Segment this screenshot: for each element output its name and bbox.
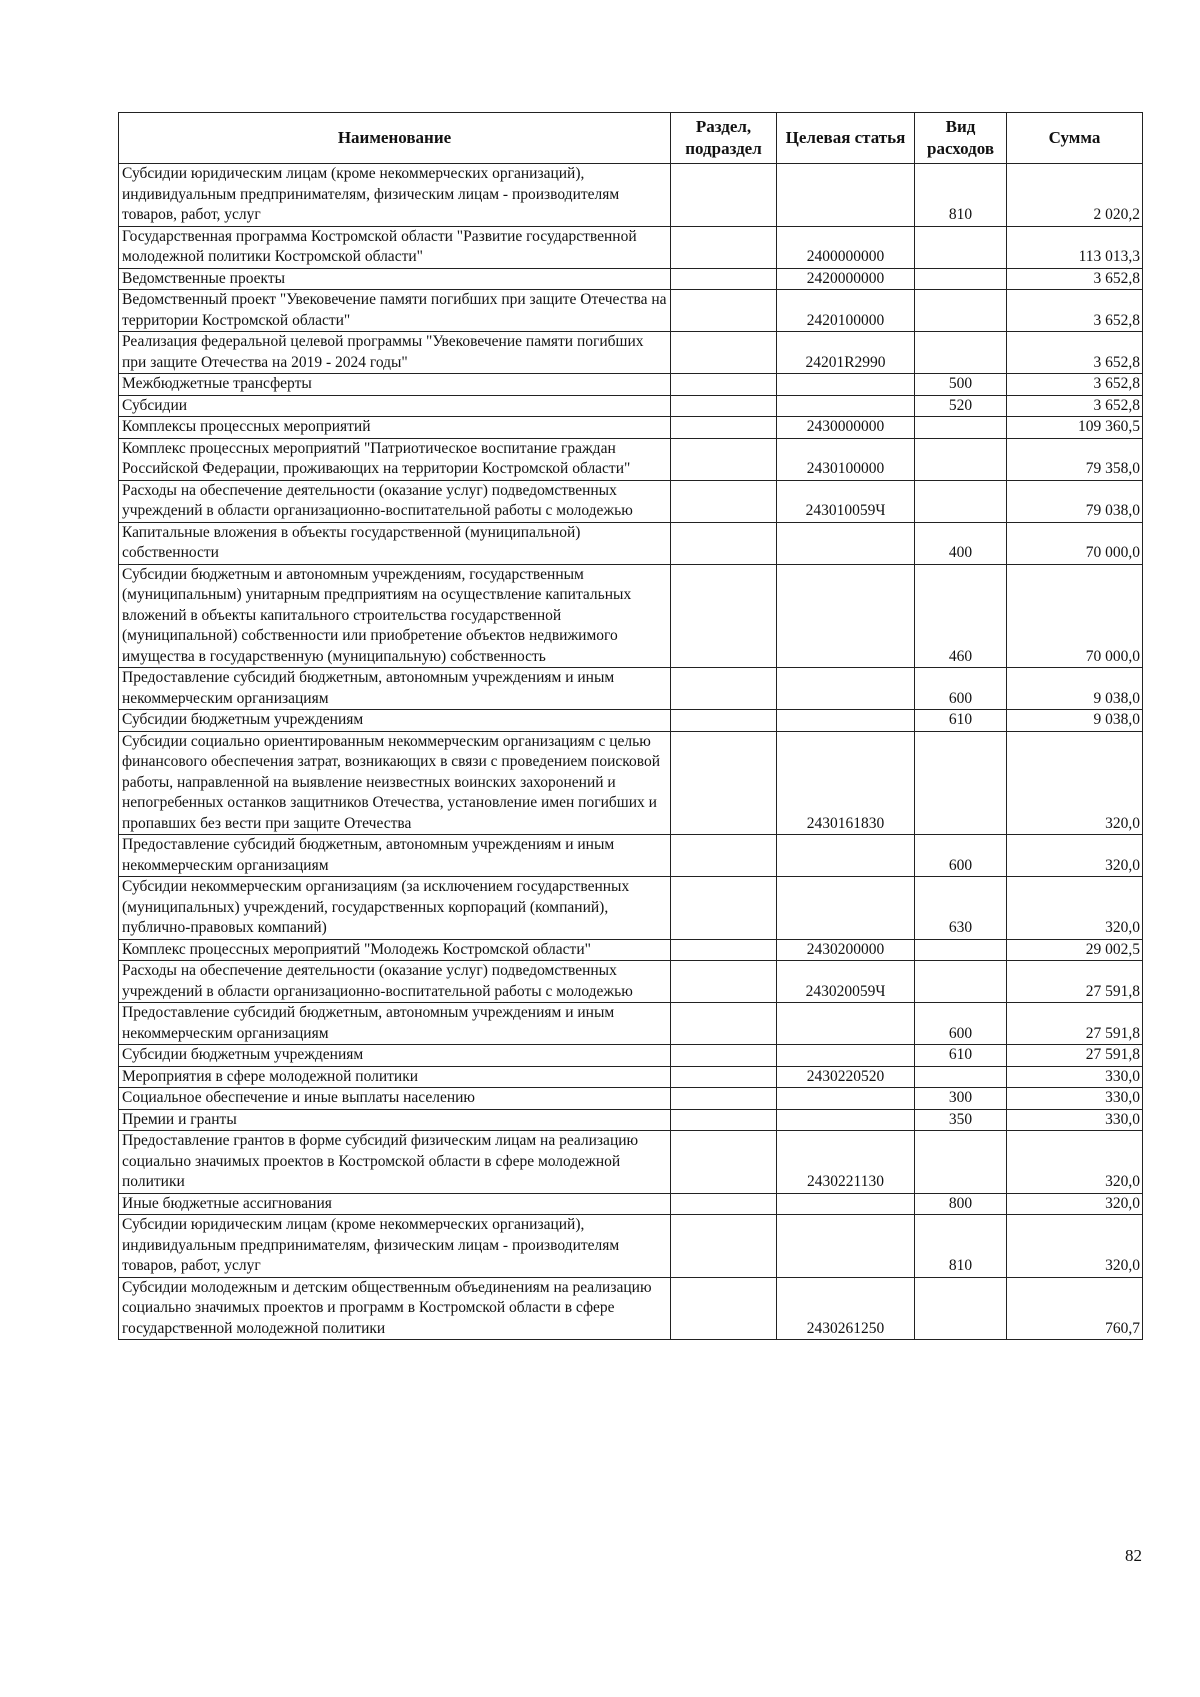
table-row: [119, 226, 1143, 268]
cell-expense-type: 610: [915, 1045, 1007, 1067]
cell-expense-type: [915, 226, 1007, 268]
cell-name: Иные бюджетные ассигнования: [119, 1193, 671, 1215]
cell-name: Реализация федеральной целевой программы "Увековечение памяти погибших при защите Отечества на 2019 - 2024 годы": [119, 332, 671, 374]
cell-section: [671, 1003, 777, 1045]
cell-article: [777, 710, 915, 732]
cell-name: Расходы на обеспечение деятельности (оказание услуг) подведомственных учреждений в области организационно-воспитательной работы с молодежью: [119, 961, 671, 1003]
table-body: [119, 164, 1143, 1340]
cell-section: [671, 374, 777, 396]
cell-article: 243020059Ч: [777, 961, 915, 1003]
cell-article: 2430200000: [777, 939, 915, 961]
header-amount: Сумма: [1007, 113, 1143, 164]
cell-name: Ведомственный проект "Увековечение памяти погибших при защите Отечества на территории Костромской области": [119, 290, 671, 332]
cell-amount: 79 358,0: [1007, 438, 1143, 480]
cell-section: [671, 668, 777, 710]
cell-section: [671, 1131, 777, 1194]
cell-expense-type: 810: [915, 164, 1007, 227]
cell-article: 243010059Ч: [777, 480, 915, 522]
cell-expense-type: 810: [915, 1215, 1007, 1278]
cell-article: 2420000000: [777, 268, 915, 290]
cell-section: [671, 1045, 777, 1067]
cell-expense-type: [915, 290, 1007, 332]
cell-article: [777, 1109, 915, 1131]
table-row: [119, 1003, 1143, 1045]
cell-article: 2430161830: [777, 731, 915, 835]
cell-article: [777, 1003, 915, 1045]
cell-amount: 109 360,5: [1007, 417, 1143, 439]
header-expense-type: Вид расходов: [915, 113, 1007, 164]
cell-article: [777, 522, 915, 564]
cell-name: Капитальные вложения в объекты государственной (муниципальной) собственности: [119, 522, 671, 564]
cell-article: [777, 668, 915, 710]
cell-section: [671, 1109, 777, 1131]
table-row: [119, 1193, 1143, 1215]
cell-amount: 3 652,8: [1007, 395, 1143, 417]
cell-name: Предоставление субсидий бюджетным, автономным учреждениям и иным некоммерческим организациям: [119, 835, 671, 877]
cell-article: 2430261250: [777, 1277, 915, 1340]
cell-name: Субсидии юридическим лицам (кроме некоммерческих организаций), индивидуальным предпринимателям, физическим лицам - производителям товаров, работ, услуг: [119, 1215, 671, 1278]
cell-amount: 113 013,3: [1007, 226, 1143, 268]
cell-expense-type: [915, 438, 1007, 480]
cell-section: [671, 395, 777, 417]
cell-amount: 3 652,8: [1007, 374, 1143, 396]
cell-article: [777, 835, 915, 877]
cell-section: [671, 438, 777, 480]
cell-expense-type: [915, 939, 1007, 961]
cell-expense-type: 300: [915, 1088, 1007, 1110]
cell-amount: 320,0: [1007, 877, 1143, 940]
table-row: [119, 1215, 1143, 1278]
cell-article: [777, 1088, 915, 1110]
cell-expense-type: [915, 332, 1007, 374]
cell-name: Субсидии юридическим лицам (кроме некоммерческих организаций), индивидуальным предпринимателям, физическим лицам - производителям товаров, работ, услуг: [119, 164, 671, 227]
table-row: [119, 395, 1143, 417]
cell-section: [671, 417, 777, 439]
cell-section: [671, 731, 777, 835]
cell-expense-type: 630: [915, 877, 1007, 940]
cell-section: [671, 1193, 777, 1215]
cell-section: [671, 226, 777, 268]
cell-amount: 29 002,5: [1007, 939, 1143, 961]
table-row: [119, 731, 1143, 835]
cell-article: 2420100000: [777, 290, 915, 332]
cell-expense-type: 800: [915, 1193, 1007, 1215]
table-row: [119, 710, 1143, 732]
cell-section: [671, 835, 777, 877]
cell-amount: 320,0: [1007, 1193, 1143, 1215]
cell-amount: 9 038,0: [1007, 710, 1143, 732]
cell-name: Межбюджетные трансферты: [119, 374, 671, 396]
table-row: [119, 1066, 1143, 1088]
cell-expense-type: [915, 417, 1007, 439]
cell-amount: 320,0: [1007, 835, 1143, 877]
cell-expense-type: 600: [915, 1003, 1007, 1045]
page-number: 82: [1125, 1546, 1142, 1565]
cell-expense-type: [915, 1066, 1007, 1088]
cell-article: [777, 164, 915, 227]
cell-amount: 330,0: [1007, 1066, 1143, 1088]
cell-article: 2430000000: [777, 417, 915, 439]
cell-section: [671, 961, 777, 1003]
cell-amount: 320,0: [1007, 1131, 1143, 1194]
table-row: [119, 1088, 1143, 1110]
header-section: Раздел, подраздел: [671, 113, 777, 164]
table-row: [119, 835, 1143, 877]
cell-expense-type: 350: [915, 1109, 1007, 1131]
cell-expense-type: 600: [915, 835, 1007, 877]
cell-expense-type: 610: [915, 710, 1007, 732]
cell-amount: 2 020,2: [1007, 164, 1143, 227]
header-name: Наименование: [119, 113, 671, 164]
cell-section: [671, 877, 777, 940]
cell-article: 2430221130: [777, 1131, 915, 1194]
cell-section: [671, 290, 777, 332]
cell-expense-type: 460: [915, 564, 1007, 668]
cell-section: [671, 1088, 777, 1110]
table-row: [119, 522, 1143, 564]
cell-name: Субсидии бюджетным учреждениям: [119, 710, 671, 732]
cell-name: Субсидии бюджетным и автономным учреждениям, государственным (муниципальным) унитарным предприятиям на осуществление капитальных вложений в объекты капитального строительства государственной (муниципальной) собственности или приобретение объектов недвижимого имущества в государственную (муниципальную) собственность: [119, 564, 671, 668]
table-row: [119, 290, 1143, 332]
table-row: [119, 564, 1143, 668]
cell-section: [671, 1066, 777, 1088]
cell-amount: 27 591,8: [1007, 1003, 1143, 1045]
table-row: [119, 332, 1143, 374]
cell-name: Субсидии некоммерческим организациям (за исключением государственных (муниципальных) учреждений, государственных корпораций (компаний), публично-правовых компаний): [119, 877, 671, 940]
cell-name: Премии и гранты: [119, 1109, 671, 1131]
table-row: [119, 1109, 1143, 1131]
cell-name: Предоставление грантов в форме субсидий физическим лицам на реализацию социально значимых проектов в Костромской области в сфере молодежной политики: [119, 1131, 671, 1194]
cell-expense-type: [915, 268, 1007, 290]
cell-article: [777, 564, 915, 668]
cell-name: Предоставление субсидий бюджетным, автономным учреждениям и иным некоммерческим организациям: [119, 668, 671, 710]
cell-amount: 3 652,8: [1007, 332, 1143, 374]
cell-name: Субсидии молодежным и детским общественным объединениям на реализацию социально значимых проектов и программ в Костромской области в сфере государственной молодежной политики: [119, 1277, 671, 1340]
cell-expense-type: [915, 1277, 1007, 1340]
cell-amount: 27 591,8: [1007, 1045, 1143, 1067]
table-row: [119, 438, 1143, 480]
cell-article: [777, 1193, 915, 1215]
cell-amount: 27 591,8: [1007, 961, 1143, 1003]
table-row: [119, 877, 1143, 940]
cell-article: 2400000000: [777, 226, 915, 268]
cell-amount: 330,0: [1007, 1109, 1143, 1131]
cell-name: Предоставление субсидий бюджетным, автономным учреждениям и иным некоммерческим организациям: [119, 1003, 671, 1045]
table-row: [119, 1277, 1143, 1340]
cell-article: [777, 395, 915, 417]
cell-amount: 3 652,8: [1007, 268, 1143, 290]
cell-article: 2430220520: [777, 1066, 915, 1088]
cell-section: [671, 522, 777, 564]
cell-expense-type: 400: [915, 522, 1007, 564]
cell-name: Субсидии: [119, 395, 671, 417]
cell-amount: 9 038,0: [1007, 668, 1143, 710]
cell-name: Ведомственные проекты: [119, 268, 671, 290]
cell-name: Комплекс процессных мероприятий "Патриотическое воспитание граждан Российской Федерации, проживающих на территории Костромской области": [119, 438, 671, 480]
cell-section: [671, 1277, 777, 1340]
cell-expense-type: 500: [915, 374, 1007, 396]
cell-section: [671, 1215, 777, 1278]
cell-name: Расходы на обеспечение деятельности (оказание услуг) подведомственных учреждений в области организационно-воспитательной работы с молодежью: [119, 480, 671, 522]
table-row: [119, 939, 1143, 961]
cell-amount: 320,0: [1007, 731, 1143, 835]
cell-name: Субсидии бюджетным учреждениям: [119, 1045, 671, 1067]
table-row: [119, 374, 1143, 396]
cell-amount: 320,0: [1007, 1215, 1143, 1278]
cell-amount: 3 652,8: [1007, 290, 1143, 332]
cell-expense-type: [915, 480, 1007, 522]
cell-section: [671, 480, 777, 522]
cell-amount: 760,7: [1007, 1277, 1143, 1340]
cell-expense-type: [915, 1131, 1007, 1194]
cell-expense-type: [915, 961, 1007, 1003]
cell-expense-type: 600: [915, 668, 1007, 710]
cell-article: [777, 374, 915, 396]
cell-amount: 70 000,0: [1007, 522, 1143, 564]
cell-amount: 70 000,0: [1007, 564, 1143, 668]
cell-article: [777, 877, 915, 940]
table-row: [119, 268, 1143, 290]
cell-expense-type: 520: [915, 395, 1007, 417]
table-row: [119, 417, 1143, 439]
cell-section: [671, 564, 777, 668]
cell-name: Комплекс процессных мероприятий "Молодежь Костромской области": [119, 939, 671, 961]
cell-article: 2430100000: [777, 438, 915, 480]
budget-table: [118, 112, 1143, 1340]
table-row: [119, 164, 1143, 227]
cell-section: [671, 164, 777, 227]
cell-name: Государственная программа Костромской области "Развитие государственной молодежной политики Костромской области": [119, 226, 671, 268]
cell-name: Комплексы процессных мероприятий: [119, 417, 671, 439]
table-row: [119, 1131, 1143, 1194]
cell-name: Субсидии социально ориентированным некоммерческим организациям с целью финансового обеспечения затрат, возникающих в связи с проведением поисковой работы, направленной на выявление неизвестных воинских захоронений и непогребенных останков защитников Отечества, установление имен погибших и пропавших без вести при защите Отечества: [119, 731, 671, 835]
header-row: [119, 113, 1143, 164]
cell-expense-type: [915, 731, 1007, 835]
cell-amount: 79 038,0: [1007, 480, 1143, 522]
cell-amount: 330,0: [1007, 1088, 1143, 1110]
cell-article: 24201R2990: [777, 332, 915, 374]
cell-section: [671, 268, 777, 290]
cell-section: [671, 710, 777, 732]
table-row: [119, 961, 1143, 1003]
header-article: Целевая статья: [777, 113, 915, 164]
table-row: [119, 480, 1143, 522]
table-row: [119, 1045, 1143, 1067]
cell-article: [777, 1215, 915, 1278]
cell-name: Мероприятия в сфере молодежной политики: [119, 1066, 671, 1088]
cell-section: [671, 332, 777, 374]
cell-section: [671, 939, 777, 961]
table-row: [119, 668, 1143, 710]
cell-article: [777, 1045, 915, 1067]
cell-name: Социальное обеспечение и иные выплаты населению: [119, 1088, 671, 1110]
